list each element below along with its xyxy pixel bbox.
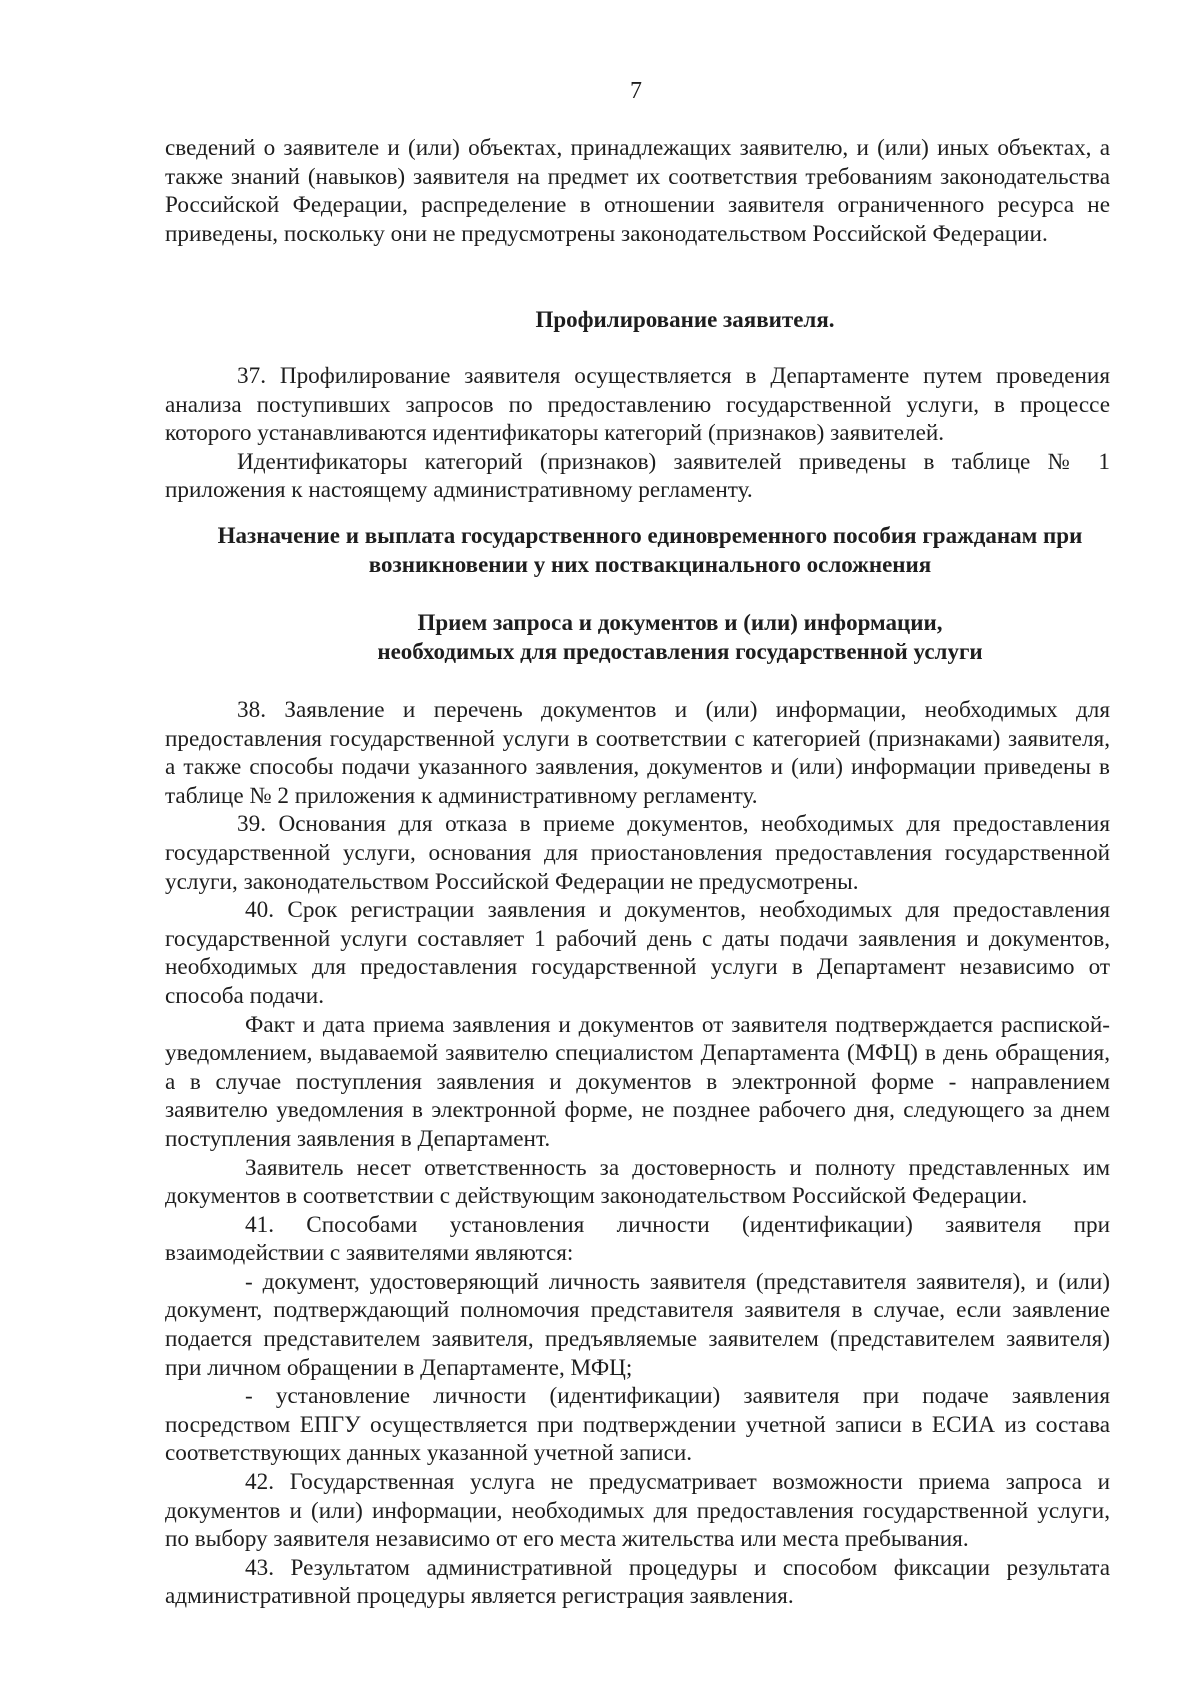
payment-section-heading: Назначение и выплата государственного единовременного пособия гражданам при возникновении у них поствакцинального осложнения (217, 523, 1083, 577)
paragraph-40-responsibility: Заявитель несет ответственность за достоверность и полноту представленных им документов в соответствии с действующим законодательством Российской Федерации. (165, 1154, 1110, 1210)
paragraph-41-item-1: - документ, удостоверяющий личность заявителя (представителя заявителя), и (или) документ, подтверждающий полномочия представителя заявителя в случае, если заявление подается представителем заявителя, предъявляемые заявителем (представителем заявителя) при личном обращении в Департаменте, МФЦ; (165, 1268, 1110, 1381)
paragraph-42: 42. Государственная услуга не предусматривает возможности приема запроса и документов и (или) информации, необходимых для предоставления государственной услуги, по выбору заявителя независимо от его места жительства или места пребывания. (165, 1469, 1110, 1553)
reception-heading (200, 608, 1160, 666)
intro-block (165, 134, 1110, 248)
paragraph-41: 41. Способами установления личности (идентификации) заявителя при взаимодействии с заявителями являются: (165, 1211, 1110, 1267)
paragraph-40-fact: Факт и дата приема заявления и документов от заявителя подтверждается распиской-уведомлением, выдаваемой заявителю специалистом Департамента (МФЦ) в день обращения, а в случае поступления заявления и документов в электронной форме - направлением заявителю уведомления в электронной форме, не позднее рабочего дня, следующего за днем поступления заявления в Департамент. (165, 1011, 1110, 1152)
paragraph-40: 40. Срок регистрации заявления и документов, необходимых для предоставления государственной услуги составляет 1 рабочий день с даты подачи заявления и документов, необходимых для предоставления государственной услуги в Департамент независимо от способа подачи. (165, 897, 1110, 1009)
paragraph-38: 38. Заявление и перечень документов и (или) информации, необходимых для предоставления государственной услуги в соответствии с категорией (признаками) заявителя, а также способы подачи указанного заявления, документов и (или) информации приведены в таблице № 2 приложения к административному регламенту. (165, 697, 1110, 809)
paragraph-37: 37. Профилирование заявителя осуществляется в Департаменте путем проведения анализа поступивших запросов по предоставлению государственной услуги, в процессе которого устанавливаются идентификаторы категорий (признаков) заявителей. (165, 363, 1110, 447)
paragraph-39: 39. Основания для отказа в приеме документов, необходимых для предоставления государственной услуги, основания для приостановления предоставления государственной услуги, законодательством Российской Федерации не предусмотрены. (165, 811, 1110, 895)
paragraph-37-continued: Идентификаторы категорий (признаков) заявителей приведены в таблице № 1 приложения к настоящему административному регламенту. (165, 448, 1110, 504)
intro-paragraph: сведений о заявителе и (или) объектах, принадлежащих заявителю, и (или) иных объектах, а также знаний (навыков) заявителя на предмет их соответствия требованиям законодательства Российской Федерации, распределение в отношении заявителя ограниченного ресурса не приведены, поскольку они не предусмотрены законодательством Российской Федерации. (165, 135, 1110, 247)
reception-heading-line-2: необходимых для предоставления государственной услуги (377, 639, 983, 664)
page-number: 7 (630, 78, 642, 104)
profiling-block (165, 362, 1110, 505)
paragraph-41-item-2: - установление личности (идентификации) заявителя при подаче заявления посредством ЕПГУ осуществляется при подтверждении учетной записи в ЕСИА из состава соответствующих данных указанной учетной записи. (165, 1383, 1110, 1467)
reception-heading-line-1: Прием запроса и документов и (или) информации, (417, 610, 943, 635)
paragraph-43: 43. Результатом административной процедуры и способом фиксации результата административной процедуры является регистрация заявления. (165, 1554, 1110, 1610)
profiling-heading: Профилирование заявителя. (535, 307, 835, 332)
reception-block (165, 696, 1110, 1611)
